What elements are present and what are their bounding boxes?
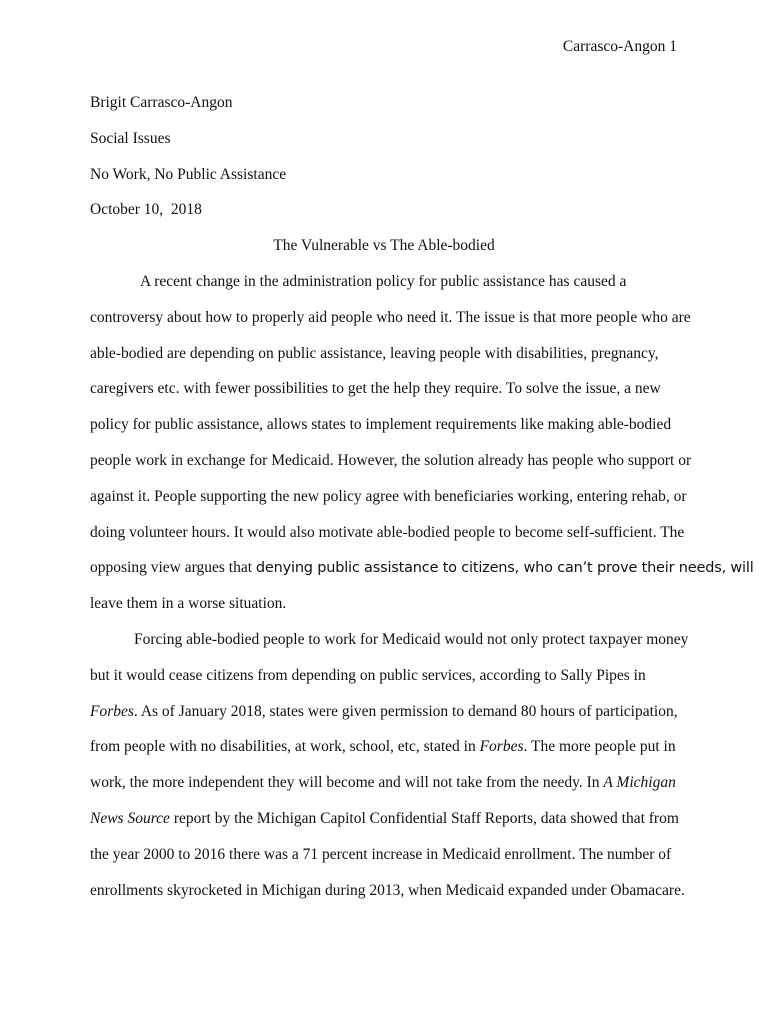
paragraph-text-sans: denying public assistance to citizens, who can’t prove their needs, will (255, 560, 754, 577)
paragraph-line: able-bodied are depending on public assistance, leaving people with disabilities, pregnancy, (90, 344, 659, 362)
paragraph-line (90, 734, 678, 770)
paragraph-line: A recent change in the administration policy for public assistance has caused a (140, 272, 627, 290)
paragraph-line: the year 2000 to 2016 there was a 71 percent increase in Medicaid enrollment. The number of (90, 845, 672, 863)
paragraph-line: but it would cease citizens from depending on public services, according to Sally Pipes in (90, 666, 646, 684)
essay-topic: No Work, No Public Assistance (90, 165, 287, 183)
paragraph-1 (90, 269, 754, 627)
paragraph-line: people work in exchange for Medicaid. However, the solution already has people who support or (90, 451, 692, 469)
course-name: Social Issues (90, 129, 171, 147)
paragraph-text: from people with no disabilities, at work, school, etc, stated in (90, 738, 480, 756)
paragraph-text: opposing view argues that (90, 559, 256, 577)
paragraph-line: controversy about how to properly aid people who need it. The issue is that more people who are (90, 308, 691, 326)
essay-date: October 10, 2018 (90, 201, 202, 219)
paragraph-line (90, 555, 754, 591)
paragraph-2 (90, 627, 689, 913)
publication-name: News Source (90, 809, 170, 827)
paragraph-text: . As of January 2018, states were given permission to demand 80 hours of participation, (133, 702, 678, 720)
paragraph-line: Forcing able-bodied people to work for Medicaid would not only protect taxpayer money (134, 630, 689, 648)
publication-name: Forbes (90, 702, 134, 720)
document-body (90, 90, 754, 913)
running-head: Carrasco-Angon 1 (562, 38, 677, 55)
paragraph-line: policy for public assistance, allows states to implement requirements like making able-bodied (90, 416, 672, 434)
paragraph-line: leave them in a worse situation. (90, 595, 287, 613)
paragraph-line: enrollments skyrocketed in Michigan during 2013, when Medicaid expanded under Obamacare. (90, 881, 685, 899)
publication-name: A Michigan (603, 774, 676, 792)
publication-name: Forbes (479, 738, 524, 756)
paragraph-line (90, 806, 678, 842)
paragraph-text: work, the more independent they will become and will not take from the needy. In (90, 774, 604, 792)
paragraph-line (90, 699, 678, 735)
paragraph-line: against it. People supporting the new policy agree with beneficiaries working, entering rehab, or (90, 487, 687, 505)
paragraph-text: report by the Michigan Capitol Confidential Staff Reports, data showed that from (169, 809, 679, 827)
paragraph-line (90, 770, 678, 806)
essay-title: The Vulnerable vs The Able-bodied (273, 237, 495, 255)
paragraph-text: . The more people put in (523, 738, 676, 756)
author-name: Brigit Carrasco-Angon (90, 94, 233, 111)
paragraph-line: doing volunteer hours. It would also motivate able-bodied people to become self-sufficient. The (90, 523, 685, 541)
paragraph-line: caregivers etc. with fewer possibilities to get the help they require. To solve the issue, a new (90, 380, 661, 398)
